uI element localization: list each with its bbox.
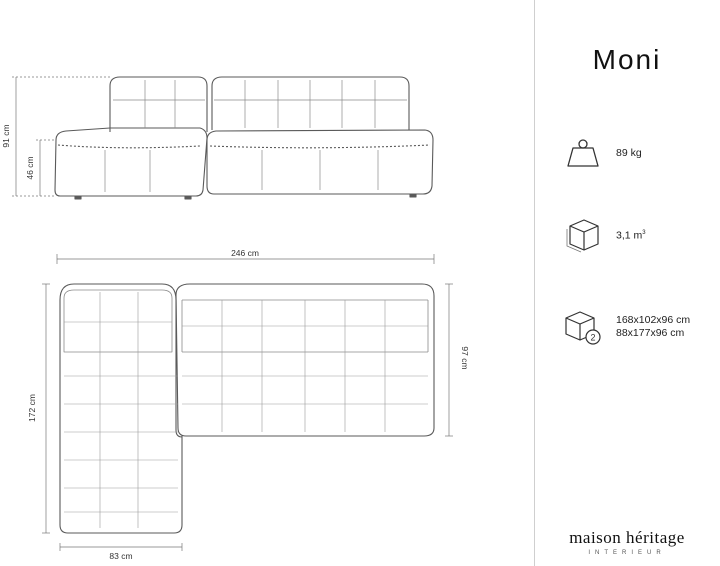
product-title: Moni xyxy=(592,44,662,75)
volume-box-icon xyxy=(562,214,604,256)
panel-divider xyxy=(534,0,535,566)
spec-packages xyxy=(562,306,690,348)
spec-volume xyxy=(562,214,646,256)
label-chaise-width: 83 cm xyxy=(109,551,133,561)
dimension-chaise-width xyxy=(60,543,182,551)
chaise-backrest xyxy=(110,77,207,132)
spec-weight xyxy=(562,132,642,174)
label-chaise-length: 172 cm xyxy=(27,394,37,422)
spec-weight-value: 89 kg xyxy=(616,146,642,159)
brand-logo: maison héritage xyxy=(569,528,685,547)
label-seat-height: 46 cm xyxy=(25,156,35,180)
chaise-base xyxy=(55,128,207,196)
packages-icon xyxy=(562,306,604,348)
spec-volume-value: 3,1 $m^3$ xyxy=(616,229,646,242)
dimension-depth xyxy=(445,284,453,436)
weight-icon xyxy=(562,132,604,174)
main-backrest xyxy=(212,77,409,130)
label-total-width: 246 cm xyxy=(231,248,259,258)
sofa-front-view xyxy=(55,77,433,199)
spec-packages-value: 168x102x96 cm 88x177x96 cm xyxy=(616,314,691,339)
brand-tagline: INTERIEUR xyxy=(588,550,666,556)
dimension-chaise-length xyxy=(42,284,50,533)
sofa-top-view xyxy=(60,284,434,533)
chaise-top-outline xyxy=(60,284,182,533)
label-height-total: 91 cm xyxy=(1,124,11,148)
package-count-badge: 2 xyxy=(590,332,596,343)
dimension-seat-height xyxy=(36,140,56,196)
label-depth: 97 cm xyxy=(460,346,470,370)
